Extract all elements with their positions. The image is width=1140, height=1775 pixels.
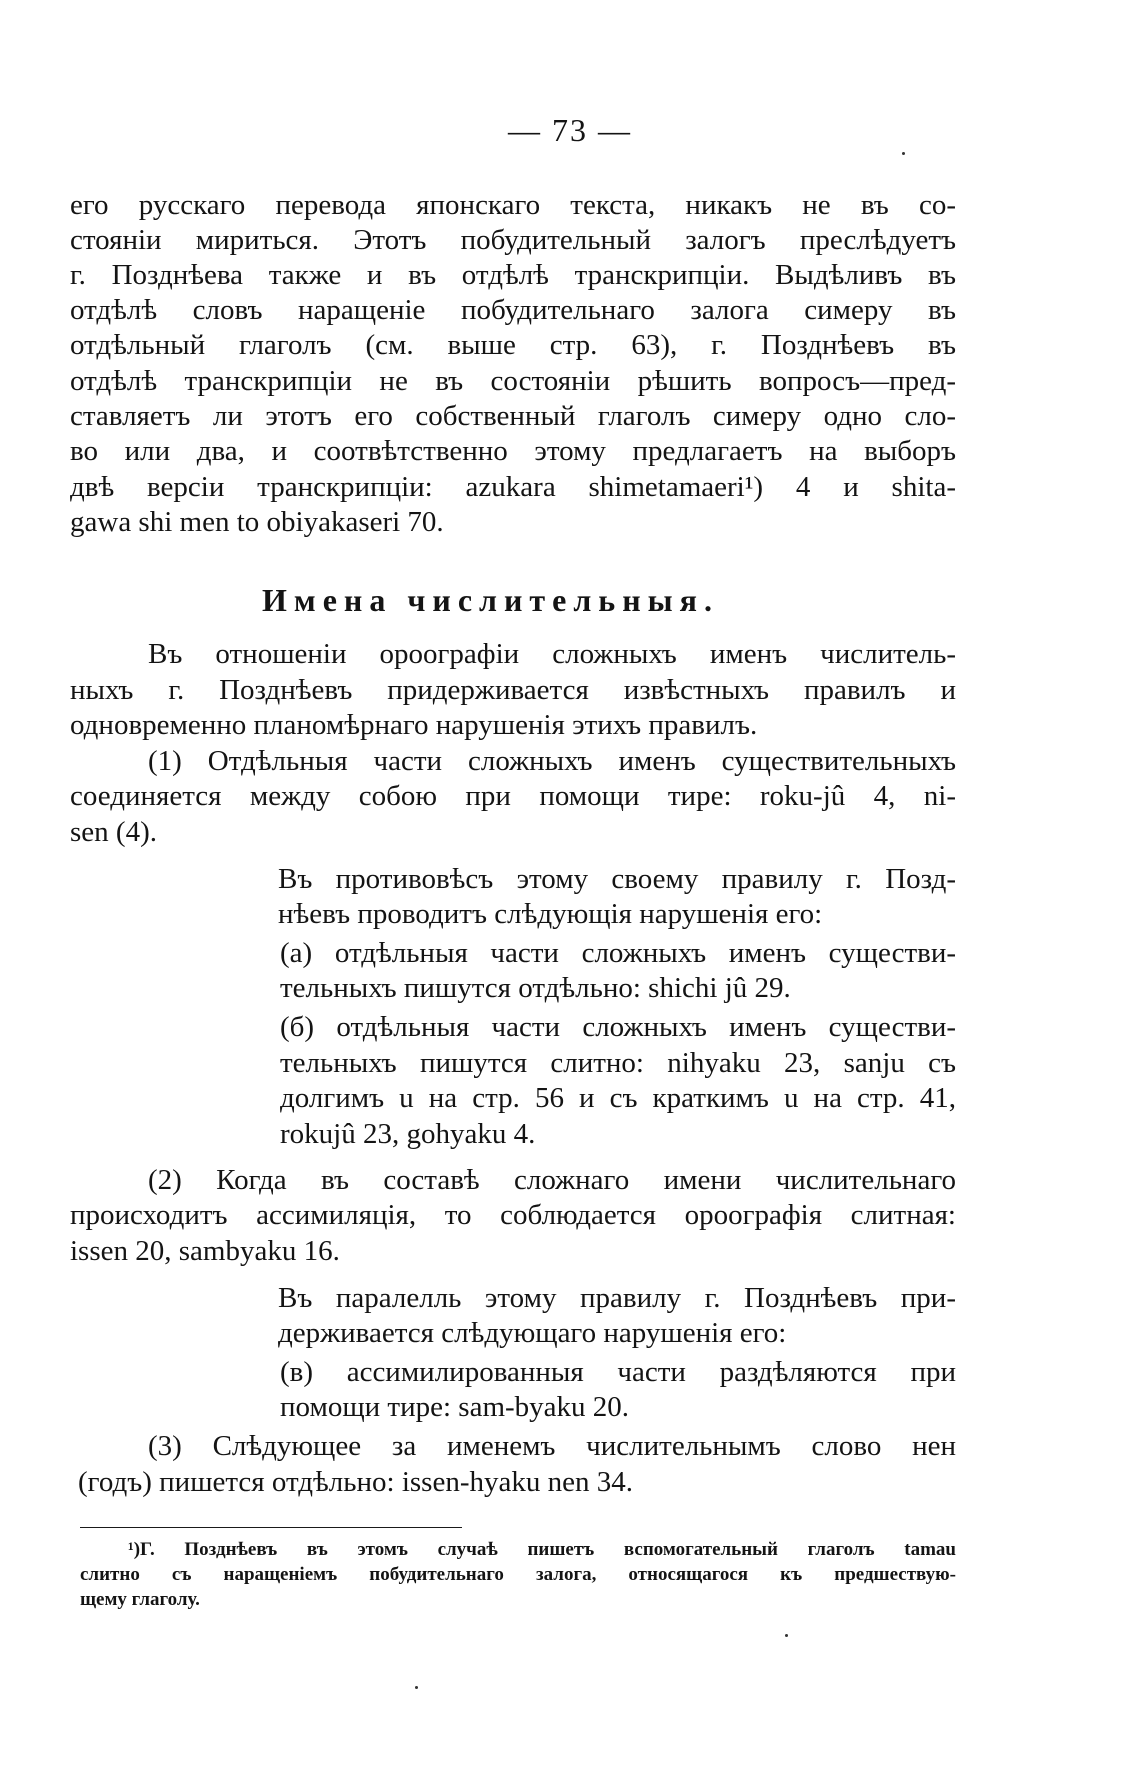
text-line: держивается слѣдующаго нарушенія его: [278,1317,787,1349]
text-line: Въ противовѣсъ этому своему правилу г. Позд- [278,863,956,895]
text-line: sen (4). [70,816,157,848]
text-line: соединяется между собою при помощи тире: roku-jû 4, ni- [70,780,956,812]
text-line: тельныхъ пишутся слитно: nihyaku 23, sanju съ [280,1047,956,1079]
footnote-line: щему глаголу. [80,1589,200,1610]
text-line: (годъ) пишется отдѣльно: issen-hyaku nen 34. [78,1466,633,1498]
page-number: — 73 — [508,112,632,148]
text-line: ныхъ г. Позднѣевъ придерживается извѣстныхъ правилъ и [70,674,956,706]
text-line: Въ отношеніи ороографіи сложныхъ именъ числитель- [148,638,956,670]
text-line: (б) отдѣльныя части сложныхъ именъ существи- [280,1011,956,1043]
text-line: долгимъ u на стр. 56 и съ краткимъ u на стр. 41, [280,1082,956,1114]
text-line: происходитъ ассимиляція, то соблюдается ороографія слитная: [70,1199,956,1231]
section-heading: Имена числительныя. [262,582,719,618]
footnote-line: слитно съ наращеніемъ побудительнаго залога, относящагося къ предшествую- [80,1564,956,1585]
text-line: (а) отдѣльныя части сложныхъ именъ существи- [280,937,956,969]
scan-speck [415,1686,418,1689]
text-line: во или два, и соотвѣтственно этому предлагаетъ на выборъ [70,435,956,467]
text-line: ставляетъ ли этотъ его собственный глаголъ симеру одно сло- [70,400,956,432]
text-line: отдѣлѣ транскрипціи не въ состояніи рѣшить вопросъ—пред- [70,365,956,397]
text-line: (в) ассимилированныя части раздѣляются при [280,1356,956,1388]
scan-speck [785,1634,788,1637]
text-line: стояніи мириться. Этотъ побудительный залогъ преслѣдуетъ [70,224,956,256]
footnote-separator [80,1527,462,1528]
text-line: (3) Слѣдующее за именемъ числительнымъ слово нен [148,1430,956,1462]
text-line: rokujû 23, gohyaku 4. [280,1118,536,1150]
text-line: (2) Когда въ составѣ сложнаго имени числительнаго [148,1164,956,1196]
text-line: отдѣлѣ словъ наращеніе побудительнаго залога симеру въ [70,294,956,326]
text-line: его русскаго перевода японскаго текста, никакъ не въ со- [70,189,956,221]
footnote-line: ¹)Г. Позднѣевъ въ этомъ случаѣ пишетъ вспомогательный глаголъ tamau [128,1539,956,1560]
text-line: двѣ версіи транскрипціи: azukara shimetamaeri¹) 4 и shita- [70,471,956,503]
text-line: (1) Отдѣльныя части сложныхъ именъ существительныхъ [148,745,956,777]
text-line: issen 20, sambyaku 16. [70,1235,340,1267]
text-line: Въ паралелль этому правилу г. Позднѣевъ при- [278,1282,956,1314]
text-line: отдѣльный глаголъ (см. выше стр. 63), г. Позднѣевъ въ [70,329,956,361]
scan-speck [902,152,905,155]
text-line: тельныхъ пишутся отдѣльно: shichi jû 29. [280,972,791,1004]
text-line: одновременно планомѣрнаго нарушенія этихъ правилъ. [70,709,758,741]
text-line: г. Позднѣева также и въ отдѣлѣ транскрипціи. Выдѣливъ въ [70,259,956,291]
text-line: нѣевъ проводитъ слѣдующія нарушенія его: [278,898,823,930]
text-line: помощи тире: sam-byaku 20. [280,1391,630,1423]
text-line: gawa shi men to obiyakaseri 70. [70,506,444,538]
